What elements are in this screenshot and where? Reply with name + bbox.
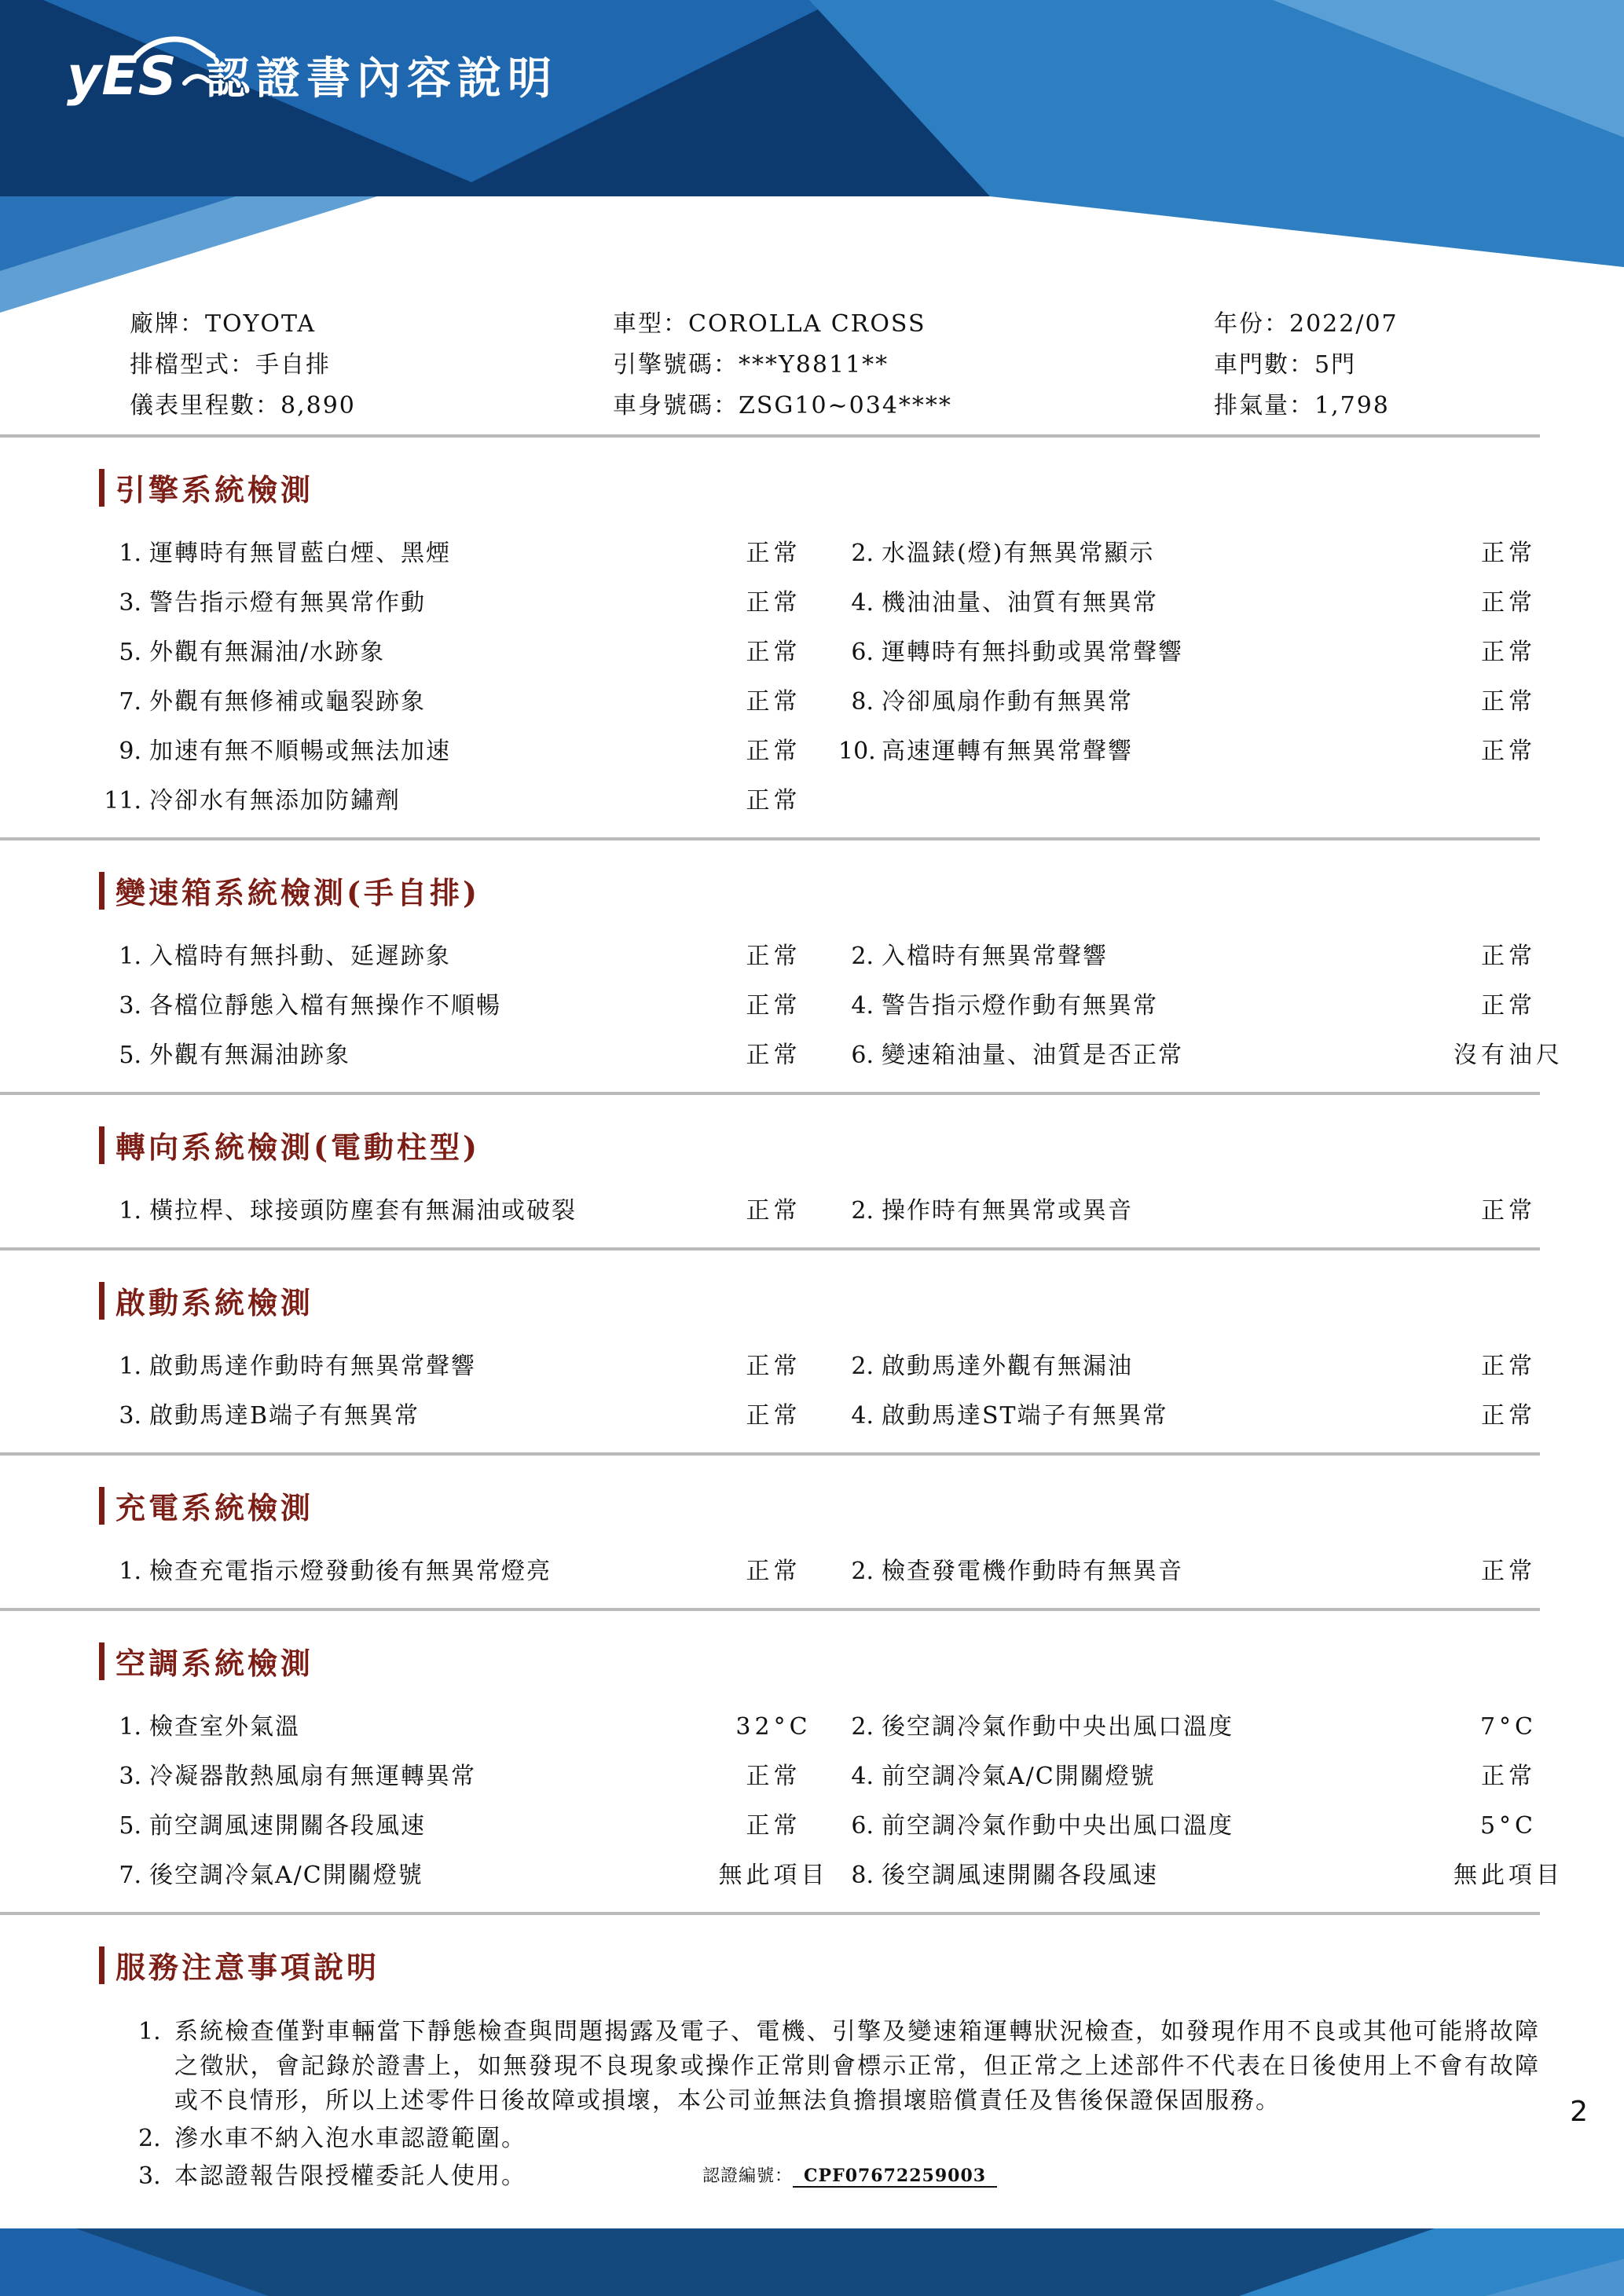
heading-bar — [99, 1126, 104, 1164]
item-number: 5. — [119, 639, 141, 666]
steering-items — [0, 1198, 1624, 1224]
info-value: ZSG10~034**** — [739, 392, 952, 419]
item-label: 啟動馬達外觀有無漏油 — [882, 1353, 1133, 1380]
item-result: 正常 — [746, 943, 801, 970]
note-number: 3. — [138, 2162, 161, 2190]
item-label: 橫拉桿、球接頭防塵套有無漏油或破裂 — [149, 1197, 577, 1225]
section-title: 充電系統檢測 — [115, 1490, 314, 1525]
item-label: 警告指示燈作動有無異常 — [882, 992, 1158, 1020]
section-heading-steering — [99, 1123, 1624, 1166]
item-label: 入檔時有無異常聲響 — [882, 943, 1108, 970]
item-result: 5°C — [1479, 1812, 1538, 1840]
item-result: 正常 — [1481, 1353, 1536, 1380]
info-value: TOYOTA — [205, 310, 317, 338]
section-divider — [0, 1608, 1540, 1611]
section-divider — [0, 1247, 1540, 1251]
item-number: 8. — [851, 1862, 874, 1889]
heading-bar — [99, 1487, 104, 1525]
item-number: 2. — [851, 1713, 874, 1741]
item-number: 11. — [104, 787, 141, 815]
info-value: 手自排 — [255, 351, 331, 379]
heading-bar — [99, 469, 104, 507]
section-heading-starter — [99, 1279, 1624, 1322]
item-label: 加速有無不順暢或無法加速 — [149, 738, 451, 765]
yes-logo-text: yES — [67, 46, 177, 108]
item-result: 正常 — [1481, 992, 1536, 1020]
section-divider — [0, 1452, 1540, 1456]
section-title: 空調系統檢測 — [115, 1646, 314, 1681]
info-label: 引擎號碼： — [613, 351, 739, 379]
section-divider — [0, 837, 1540, 840]
item-result: 正常 — [1481, 1197, 1536, 1225]
item-number: 4. — [851, 1763, 874, 1790]
item-result: 正常 — [1481, 589, 1536, 617]
cert-label: 認證編號： — [702, 2166, 794, 2186]
note-item — [138, 2122, 1540, 2156]
item-number: 9. — [119, 738, 141, 765]
item-label: 運轉時有無冒藍白煙、黑煙 — [149, 540, 451, 567]
info-field-mileage — [130, 394, 613, 418]
item-number: 3. — [119, 992, 141, 1020]
item-result: 正常 — [746, 738, 801, 765]
heading-bar — [99, 1282, 104, 1320]
item-result: 正常 — [746, 1402, 801, 1430]
info-label: 車身號碼： — [613, 392, 739, 419]
inspection-row — [0, 1714, 1624, 1740]
note-number: 1. — [138, 2018, 161, 2045]
cert-number-line — [702, 2163, 997, 2189]
item-result: 正常 — [746, 639, 801, 666]
vehicle-info — [0, 310, 1624, 419]
item-label: 操作時有無異常或異音 — [882, 1197, 1133, 1225]
inspection-row — [0, 943, 1624, 969]
aircon-items — [0, 1714, 1624, 1888]
inspection-row — [0, 1198, 1624, 1224]
cert-number: CPF07672259003 — [793, 2166, 997, 2188]
note-item — [138, 2159, 1540, 2194]
item-number: 7. — [119, 688, 141, 716]
section-divider — [0, 434, 1540, 438]
footer-band — [0, 2228, 1624, 2296]
item-label: 高速運轉有無異常聲響 — [882, 738, 1133, 765]
section-title: 變速箱系統檢測(手自排) — [115, 875, 480, 910]
item-result: 32°C — [735, 1713, 812, 1741]
inspection-row — [0, 590, 1624, 616]
info-label: 排檔型式： — [130, 351, 255, 379]
item-number: 1. — [119, 540, 141, 567]
info-value: ***Y8811** — [739, 351, 889, 379]
item-number: 2. — [851, 1558, 874, 1585]
item-number: 2. — [851, 540, 874, 567]
item-result: 正常 — [746, 1763, 801, 1790]
item-result: 正常 — [1481, 540, 1536, 567]
heading-bar — [99, 1642, 104, 1680]
heading-bar — [99, 1946, 104, 1984]
item-number: 1. — [119, 1353, 141, 1380]
item-label: 後空調冷氣作動中央出風口溫度 — [882, 1713, 1234, 1741]
inspection-row — [0, 689, 1624, 715]
item-label: 水溫錶(燈)有無異常顯示 — [882, 540, 1155, 567]
section-title: 啟動系統檢測 — [115, 1285, 314, 1320]
starter-items — [0, 1353, 1624, 1429]
section-divider — [0, 1092, 1540, 1095]
inspection-row — [0, 1763, 1624, 1789]
item-number: 2. — [851, 943, 874, 970]
item-number: 1. — [119, 1197, 141, 1225]
item-label: 檢查充電指示燈發動後有無異常燈亮 — [149, 1558, 552, 1585]
item-label: 檢查室外氣溫 — [149, 1713, 300, 1741]
note-item — [138, 2015, 1540, 2118]
item-result: 正常 — [746, 1558, 801, 1585]
info-field-year — [1214, 310, 1624, 338]
item-number: 8. — [851, 688, 874, 716]
info-field-brand — [130, 310, 613, 338]
footer-right-shape — [0, 2228, 1624, 2296]
item-result: 正常 — [746, 1042, 801, 1069]
item-number: 5. — [119, 1812, 141, 1840]
item-label: 變速箱油量、油質是否正常 — [882, 1042, 1183, 1069]
item-number: 3. — [119, 589, 141, 617]
inspection-row — [0, 1558, 1624, 1584]
item-number: 2. — [851, 1197, 874, 1225]
info-field-vin — [613, 394, 1214, 418]
page-title: 認證書內容說明 — [206, 53, 558, 104]
item-label: 前空調冷氣作動中央出風口溫度 — [882, 1812, 1234, 1840]
item-result: 正常 — [1481, 1402, 1536, 1430]
section-heading-engine — [99, 466, 1624, 509]
item-label: 外觀有無漏油/水跡象 — [149, 639, 386, 666]
info-label: 車型： — [613, 310, 688, 338]
inspection-row — [0, 639, 1624, 665]
note-number: 2. — [138, 2125, 161, 2152]
info-value: 1,798 — [1314, 392, 1390, 419]
item-label: 啟動馬達B端子有無異常 — [149, 1402, 420, 1430]
yes-logo — [67, 33, 216, 112]
info-field-model — [613, 310, 1214, 338]
item-result: 正常 — [1481, 1763, 1536, 1790]
item-result: 正常 — [1481, 688, 1536, 716]
item-label: 檢查發電機作動時有無異音 — [882, 1558, 1183, 1585]
item-result: 正常 — [746, 1812, 801, 1840]
section-heading-charging — [99, 1484, 1624, 1527]
item-label: 各檔位靜態入檔有無操作不順暢 — [149, 992, 501, 1020]
section-title: 服務注意事項說明 — [115, 1950, 380, 1985]
info-field-gearbox-type — [130, 353, 613, 377]
heading-bar — [99, 872, 104, 910]
section-heading-notes — [99, 1943, 1624, 1987]
section-title: 轉向系統檢測(電動柱型) — [115, 1130, 480, 1165]
info-field-doors — [1214, 353, 1624, 377]
item-number: 6. — [851, 639, 874, 666]
service-notes — [138, 2015, 1540, 2194]
info-value: 2022/07 — [1289, 310, 1399, 338]
item-result: 正常 — [1481, 738, 1536, 765]
item-result: 正常 — [1481, 1558, 1536, 1585]
item-number: 1. — [119, 1713, 141, 1741]
inspection-row — [0, 1813, 1624, 1839]
charging-items — [0, 1558, 1624, 1584]
item-result: 正常 — [746, 589, 801, 617]
item-result: 正常 — [1481, 639, 1536, 666]
item-number: 10. — [838, 738, 876, 765]
item-number: 3. — [119, 1763, 141, 1790]
inspection-row — [0, 540, 1624, 566]
item-result: 正常 — [746, 540, 801, 567]
item-label: 外觀有無修補或龜裂跡象 — [149, 688, 426, 716]
item-result: 正常 — [746, 1353, 801, 1380]
item-result: 無此項目 — [718, 1862, 829, 1889]
item-number: 4. — [851, 992, 874, 1020]
inspection-row — [0, 1403, 1624, 1429]
section-title: 引擎系統檢測 — [115, 472, 314, 507]
inspection-row — [0, 1862, 1624, 1888]
note-text: 滲水車不納入泡水車認證範圍。 — [174, 2125, 526, 2152]
item-label: 後空調風速開關各段風速 — [882, 1862, 1158, 1889]
section-heading-aircon — [99, 1639, 1624, 1683]
item-label: 冷卻水有無添加防鏽劑 — [149, 787, 401, 815]
item-result: 無此項目 — [1454, 1862, 1564, 1889]
item-result: 正常 — [746, 992, 801, 1020]
inspection-row — [0, 1042, 1624, 1068]
inspection-row — [0, 738, 1624, 764]
info-field-engine-no — [613, 353, 1214, 377]
item-number: 6. — [851, 1812, 874, 1840]
item-result: 正常 — [746, 1197, 801, 1225]
item-number: 3. — [119, 1402, 141, 1430]
info-value: 5門 — [1314, 351, 1357, 379]
item-number: 2. — [851, 1353, 874, 1380]
item-label: 前空調風速開關各段風速 — [149, 1812, 426, 1840]
item-number: 1. — [119, 1558, 141, 1585]
item-label: 警告指示燈有無異常作動 — [149, 589, 426, 617]
item-label: 後空調冷氣A/C開關燈號 — [149, 1862, 423, 1889]
header-banner — [0, 0, 1624, 314]
item-number: 7. — [119, 1862, 141, 1889]
item-result: 沒有油尺 — [1454, 1042, 1564, 1069]
inspection-row — [0, 1353, 1624, 1379]
item-label: 啟動馬達ST端子有無異常 — [882, 1402, 1168, 1430]
item-number: 4. — [851, 1402, 874, 1430]
content-area — [0, 310, 1624, 2197]
info-value: 8,890 — [280, 392, 356, 419]
item-result: 正常 — [746, 688, 801, 716]
info-label: 車門數： — [1214, 351, 1314, 379]
info-field-displacement — [1214, 394, 1624, 418]
item-result: 正常 — [1481, 943, 1536, 970]
info-label: 年份： — [1214, 310, 1289, 338]
inspection-row — [0, 788, 1624, 814]
section-divider — [0, 1912, 1540, 1915]
item-label: 冷凝器散熱風扇有無運轉異常 — [149, 1763, 476, 1790]
item-label: 入檔時有無抖動、延遲跡象 — [149, 943, 451, 970]
transmission-items — [0, 943, 1624, 1068]
info-label: 儀表里程數： — [130, 392, 280, 419]
note-text: 本認證報告限授權委託人使用。 — [174, 2162, 526, 2190]
page-number: 2 — [1570, 2096, 1588, 2128]
engine-items — [0, 540, 1624, 814]
note-text: 系統檢查僅對車輛當下靜態檢查與問題揭露及電子、電機、引擎及變速箱運轉狀況檢查，如發現作用不良或其他可能將故障之徵狀，會記錄於證書上，如無發現不良現象或操作正常則會標示正常，但正常之上述部件不代表在日後使用上不會有故障或不良情形，所以上述零件日後故障或損壞，本公司並無法負擔損壞賠償責任及售後保證保固服務。 — [174, 2018, 1540, 2115]
item-label: 前空調冷氣A/C開關燈號 — [882, 1763, 1156, 1790]
item-number: 6. — [851, 1042, 874, 1069]
item-result: 正常 — [746, 787, 801, 815]
item-result: 7°C — [1479, 1713, 1538, 1741]
inspection-row — [0, 993, 1624, 1019]
info-value: COROLLA CROSS — [688, 310, 926, 338]
item-label: 運轉時有無抖動或異常聲響 — [882, 639, 1183, 666]
item-number: 5. — [119, 1042, 141, 1069]
info-label: 排氣量： — [1214, 392, 1314, 419]
item-label: 冷卻風扇作動有無異常 — [882, 688, 1133, 716]
info-label: 廠牌： — [130, 310, 205, 338]
item-label: 外觀有無漏油跡象 — [149, 1042, 350, 1069]
item-number: 1. — [119, 943, 141, 970]
item-number: 4. — [851, 589, 874, 617]
item-label: 機油油量、油質有無異常 — [882, 589, 1158, 617]
section-heading-transmission — [99, 869, 1624, 912]
item-label: 啟動馬達作動時有無異常聲響 — [149, 1353, 476, 1380]
